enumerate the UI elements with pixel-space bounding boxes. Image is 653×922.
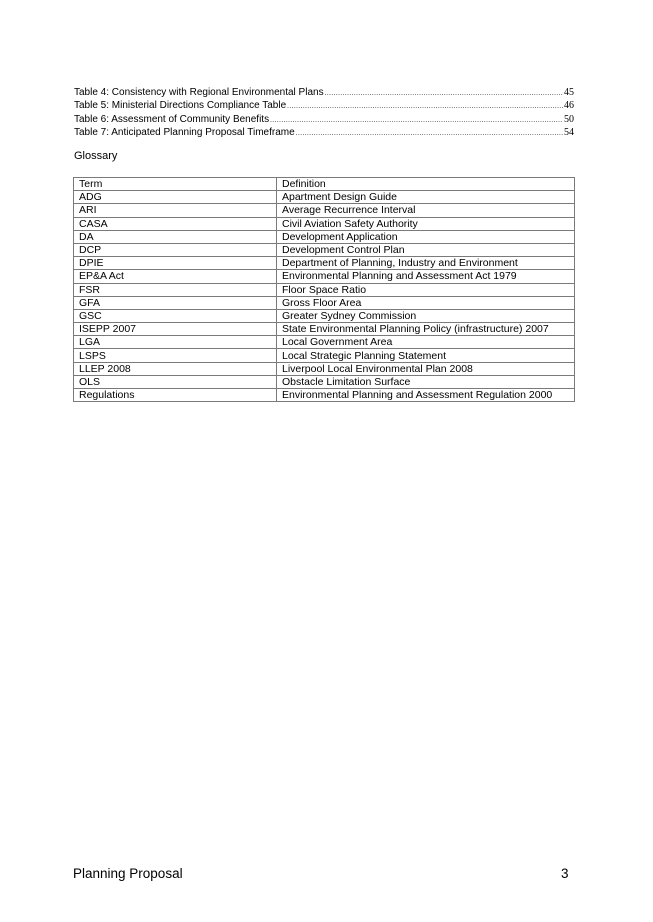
table-row <box>74 270 575 283</box>
term-column-header: Term <box>74 178 277 191</box>
toc-leader <box>296 127 563 140</box>
table-row <box>74 336 575 349</box>
table-row <box>74 389 575 402</box>
toc-entry-label: Table 7: Anticipated Planning Proposal Timeframe <box>74 126 295 138</box>
glossary-definition: State Environmental Planning Policy (infrastructure) 2007 <box>277 323 575 336</box>
glossary-definition: Local Strategic Planning Statement <box>277 349 575 362</box>
toc-leader <box>287 100 563 113</box>
footer-page-number: 3 <box>561 866 569 881</box>
table-row <box>74 309 575 322</box>
glossary-definition: Greater Sydney Commission <box>277 309 575 322</box>
glossary-heading: Glossary <box>74 150 118 162</box>
glossary-term: ADG <box>74 191 277 204</box>
glossary-definition: Obstacle Limitation Surface <box>277 375 575 388</box>
glossary-term: LSPS <box>74 349 277 362</box>
glossary-definition: Gross Floor Area <box>277 296 575 309</box>
toc-entry-page: 50 <box>564 113 574 125</box>
table-row <box>74 204 575 217</box>
glossary-term: ISEPP 2007 <box>74 323 277 336</box>
table-row <box>74 191 575 204</box>
definition-column-header: Definition <box>277 178 575 191</box>
glossary-term: GSC <box>74 309 277 322</box>
table-row <box>74 375 575 388</box>
toc-entry[interactable] <box>74 99 574 112</box>
glossary-definition: Development Application <box>277 230 575 243</box>
glossary-definition: Department of Planning, Industry and Environment <box>277 257 575 270</box>
table-row <box>74 257 575 270</box>
glossary-definition: Environmental Planning and Assessment Regulation 2000 <box>277 389 575 402</box>
glossary-definition: Floor Space Ratio <box>277 283 575 296</box>
glossary-term: GFA <box>74 296 277 309</box>
toc-entry-page: 45 <box>564 87 574 98</box>
table-row <box>74 349 575 362</box>
table-of-tables <box>74 86 574 139</box>
toc-leader <box>270 114 563 127</box>
table-row <box>74 323 575 336</box>
table-row <box>74 283 575 296</box>
glossary-definition: Civil Aviation Safety Authority <box>277 217 575 230</box>
glossary-definition: Liverpool Local Environmental Plan 2008 <box>277 362 575 375</box>
glossary-term: DPIE <box>74 257 277 270</box>
glossary-term: ARI <box>74 204 277 217</box>
glossary-term: CASA <box>74 217 277 230</box>
glossary-term: DCP <box>74 243 277 256</box>
glossary-term: LGA <box>74 336 277 349</box>
table-row <box>74 296 575 309</box>
glossary-term: LLEP 2008 <box>74 362 277 375</box>
glossary-definition: Environmental Planning and Assessment Act 1979 <box>277 270 575 283</box>
table-row <box>74 230 575 243</box>
table-row <box>74 217 575 230</box>
toc-entry-label: Table 6: Assessment of Community Benefits <box>74 113 270 125</box>
glossary-term: OLS <box>74 375 277 388</box>
glossary-definition: Average Recurrence Interval <box>277 204 575 217</box>
table-row <box>74 362 575 375</box>
toc-entry-label: Table 5: Ministerial Directions Compliance Table <box>74 100 287 112</box>
glossary-term: DA <box>74 230 277 243</box>
toc-entry-page: 54 <box>564 126 574 138</box>
glossary-header-row <box>74 178 575 191</box>
footer-document-title: Planning Proposal <box>73 866 183 881</box>
toc-entry[interactable] <box>74 126 574 139</box>
glossary-definition: Apartment Design Guide <box>277 191 575 204</box>
toc-entry-page: 46 <box>564 100 574 112</box>
glossary-definition: Local Government Area <box>277 336 575 349</box>
toc-entry[interactable] <box>74 113 574 126</box>
toc-entry[interactable] <box>74 86 574 99</box>
glossary-term: FSR <box>74 283 277 296</box>
glossary-table <box>73 177 575 402</box>
glossary-term: Regulations <box>74 389 277 402</box>
toc-leader <box>325 87 563 100</box>
glossary-definition: Development Control Plan <box>277 243 575 256</box>
glossary-term: EP&A Act <box>74 270 277 283</box>
table-row <box>74 243 575 256</box>
toc-entry-label: Table 4: Consistency with Regional Environmental Plans <box>74 87 324 98</box>
